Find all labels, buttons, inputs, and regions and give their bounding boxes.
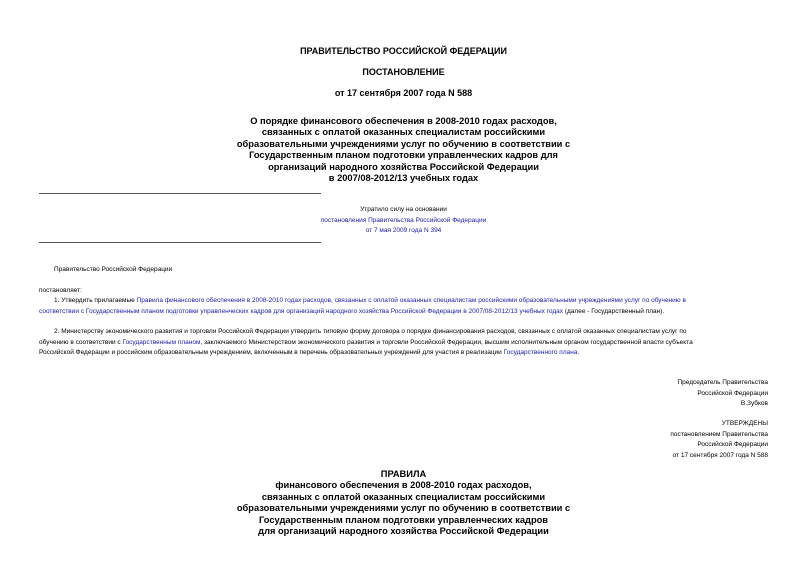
approval-line: от 17 сентября 2007 года N 588 bbox=[672, 451, 768, 459]
paragraph-text: Российской Федерации и российским образовательным учреждением, включенным в перечень образовательных учреждений для участия в реализации bbox=[39, 349, 504, 356]
title-line: Государственным планом подготовки управленческих кадров для bbox=[249, 150, 558, 161]
approval-line: УТВЕРЖДЕНЫ bbox=[721, 420, 768, 427]
approval-line: постановлением Правительства bbox=[670, 430, 768, 438]
paragraph-text: (далее - Государственный план). bbox=[563, 307, 665, 315]
approval-block bbox=[670, 419, 768, 461]
rules-title bbox=[0, 469, 807, 537]
paragraph-text: обучению в соответствии с bbox=[39, 338, 123, 346]
rules-link[interactable]: Правила финансового обеспечения в 2008-2010 годах расходов, связанных с оплатой оказанных специалистам российскими образовательными учреждениями услуг по обучению в bbox=[136, 297, 686, 304]
paragraph-1 bbox=[39, 296, 769, 317]
document-title bbox=[0, 116, 807, 184]
document-date-number: от 17 сентября 2007 года N 588 bbox=[334, 88, 473, 98]
lost-force-link-date[interactable]: от 7 мая 2009 года N 394 bbox=[365, 227, 442, 234]
signature-name: В.Зубков bbox=[740, 400, 768, 408]
title-line: в 2007/08-2012/13 учебных годах bbox=[328, 173, 479, 184]
state-plan-link[interactable]: Государственным планом bbox=[122, 338, 201, 346]
document-type: ПОСТАНОВЛЕНИЕ bbox=[362, 67, 445, 77]
title-line: образовательными учреждениями услуг по обучению в соответствии с bbox=[236, 138, 571, 149]
title-line: связанных с оплатой оказанных специалистам российскими bbox=[261, 127, 546, 138]
title-line: О порядке финансового обеспечения в 2008-2010 годах расходов, bbox=[250, 116, 557, 126]
lost-force-link[interactable]: постановления Правительства Российской Федерации bbox=[320, 216, 487, 224]
paragraph-text: , заключаемого Министерством экономического развития и торговли Российской Федерации, высшим исполнительным органом государственной власти субъекта bbox=[200, 338, 693, 346]
paragraph-text: 2. Министерству экономического развития и торговли Российской Федерации утвердить типовую форму договора о порядке финансирования расходов, связанных с оплатой оказанных специалистам услуг по bbox=[54, 328, 687, 335]
government-name: ПРАВИТЕЛЬСТВО РОССИЙСКОЙ ФЕДЕРАЦИИ bbox=[300, 46, 507, 56]
paragraph-text: 1. Утвердить прилагаемые bbox=[54, 297, 137, 304]
lost-force-text: Утратило силу на основании bbox=[360, 206, 447, 213]
intro-text: Правительство Российской Федерации bbox=[54, 266, 173, 273]
rules-line: связанных с оплатой оказанных специалистам российскими bbox=[261, 491, 546, 502]
state-plan-link-2[interactable]: Государственного плана bbox=[503, 349, 578, 356]
divider-top bbox=[39, 193, 321, 194]
title-line: организаций народного хозяйства Российской Федерации bbox=[268, 161, 539, 172]
rules-line: для организаций народного хозяйства Российской Федерации bbox=[258, 526, 549, 537]
resolves-text: постановляет: bbox=[39, 287, 82, 294]
signature-line: Российской Федерации bbox=[697, 389, 768, 397]
signature-line: Председатель Правительства bbox=[677, 379, 768, 386]
lost-force-notice bbox=[0, 205, 807, 237]
rules-link-cont[interactable]: соответствии с Государственным планом подготовки управленческих кадров для организаций народного хозяйства Российской Федерации в 2007/08-2012/13 учебных годах bbox=[39, 307, 564, 315]
rules-line: образовательными учреждениями услуг по обучению в соответствии с bbox=[236, 503, 571, 514]
approval-line: Российской Федерации bbox=[697, 441, 768, 449]
paragraph-2 bbox=[39, 327, 769, 359]
rules-heading: ПРАВИЛА bbox=[380, 469, 427, 479]
rules-line: финансового обеспечения в 2008-2010 годах расходов, bbox=[275, 480, 532, 491]
signature-block bbox=[677, 378, 768, 410]
paragraph-text: . bbox=[577, 349, 580, 356]
divider-bottom bbox=[39, 242, 321, 243]
rules-line: Государственным планом подготовки управленческих кадров bbox=[258, 514, 549, 525]
